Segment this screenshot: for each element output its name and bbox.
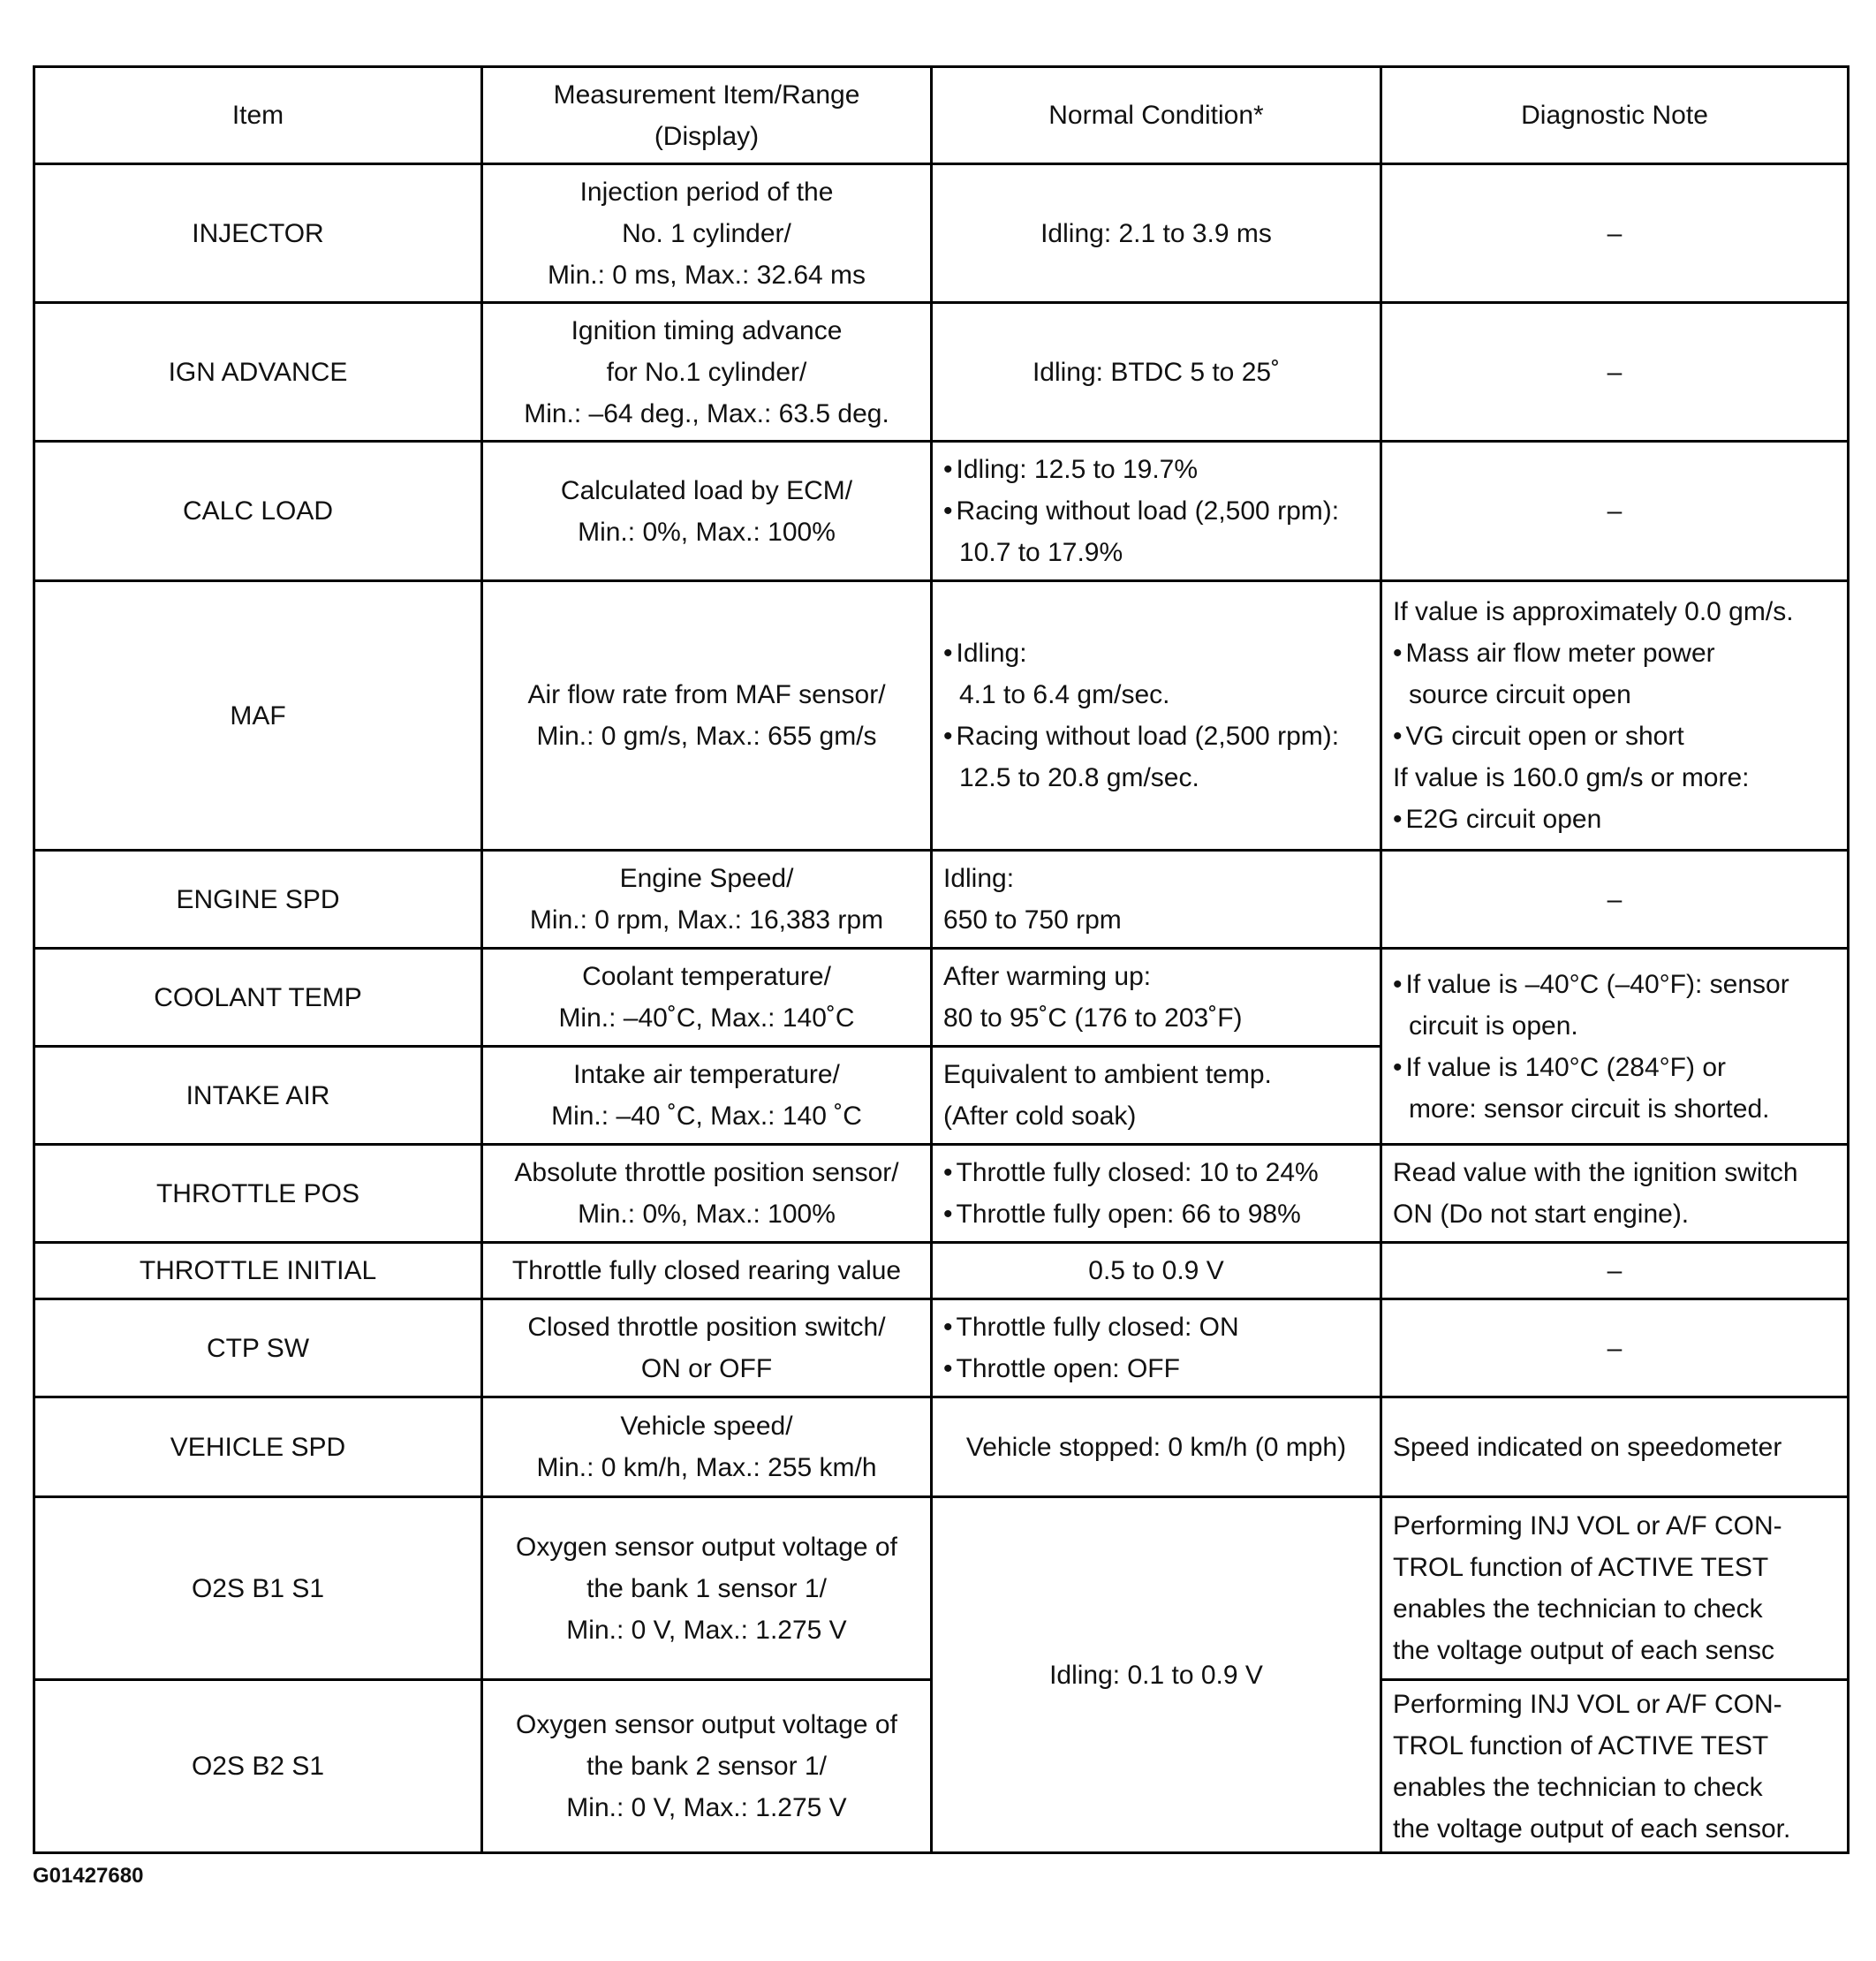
range-cell: Air flow rate from MAF sensor/ Min.: 0 gm/s, Max.: 655 gm/s: [482, 581, 932, 851]
item-cell: IGN ADVANCE: [34, 303, 482, 442]
range-cell: Closed throttle position switch/ ON or OFF: [482, 1299, 932, 1397]
header-diagnostic-note: Diagnostic Note: [1381, 67, 1849, 164]
note-cell: –: [1381, 851, 1849, 949]
table-row: [34, 1299, 1849, 1397]
normal-cell: • Idling: 12.5 to 19.7% • Racing without load (2,500 rpm): 10.7 to 17.9%: [932, 442, 1381, 581]
table-row: [34, 1145, 1849, 1243]
table-row: [34, 949, 1849, 1047]
table-header-row: [34, 67, 1849, 164]
note-cell: Performing INJ VOL or A/F CON- TROL function of ACTIVE TEST enables the technician to check the voltage output of each sensor.: [1381, 1680, 1849, 1853]
range-cell: Intake air temperature/ Min.: –40 ˚C, Max.: 140 ˚C: [482, 1047, 932, 1145]
note-cell: –: [1381, 303, 1849, 442]
note-cell: –: [1381, 164, 1849, 303]
item-cell: O2S B2 S1: [34, 1680, 482, 1853]
range-cell: Engine Speed/ Min.: 0 rpm, Max.: 16,383 rpm: [482, 851, 932, 949]
normal-cell: After warming up: 80 to 95˚C (176 to 203˚F): [932, 949, 1381, 1047]
item-cell: O2S B1 S1: [34, 1497, 482, 1680]
normal-cell: Idling: 650 to 750 rpm: [932, 851, 1381, 949]
table-row: [34, 581, 1849, 851]
item-cell: THROTTLE POS: [34, 1145, 482, 1243]
note-cell: If value is approximately 0.0 gm/s. • Mass air flow meter power source circuit open • VG circuit open or short If value is 160.0 gm/s or more: • E2G circuit open: [1381, 581, 1849, 851]
table-row: [34, 1243, 1849, 1299]
item-cell: THROTTLE INITIAL: [34, 1243, 482, 1299]
item-cell: MAF: [34, 581, 482, 851]
range-cell: Ignition timing advance for No.1 cylinder/ Min.: –64 deg., Max.: 63.5 deg.: [482, 303, 932, 442]
normal-cell: Vehicle stopped: 0 km/h (0 mph): [932, 1397, 1381, 1497]
item-cell: COOLANT TEMP: [34, 949, 482, 1047]
normal-cell: Equivalent to ambient temp. (After cold soak): [932, 1047, 1381, 1145]
item-cell: INJECTOR: [34, 164, 482, 303]
item-cell: VEHICLE SPD: [34, 1397, 482, 1497]
item-cell: CALC LOAD: [34, 442, 482, 581]
table-row: [34, 1397, 1849, 1497]
normal-cell: • Idling: 4.1 to 6.4 gm/sec. • Racing without load (2,500 rpm): 12.5 to 20.8 gm/sec.: [932, 581, 1381, 851]
item-cell: ENGINE SPD: [34, 851, 482, 949]
note-cell: –: [1381, 1243, 1849, 1299]
note-cell: Read value with the ignition switch ON (Do not start engine).: [1381, 1145, 1849, 1243]
note-cell: Speed indicated on speedometer: [1381, 1397, 1849, 1497]
data-list-table: [33, 65, 1850, 1854]
normal-cell: Idling: 2.1 to 3.9 ms: [932, 164, 1381, 303]
header-item: Item: [34, 67, 482, 164]
table-row: [34, 164, 1849, 303]
range-cell: Throttle fully closed rearing value: [482, 1243, 932, 1299]
note-cell: Performing INJ VOL or A/F CON- TROL function of ACTIVE TEST enables the technician to check the voltage output of each sensc: [1381, 1497, 1849, 1680]
note-cell: –: [1381, 1299, 1849, 1397]
table-row: [34, 851, 1849, 949]
normal-cell: Idling: BTDC 5 to 25˚: [932, 303, 1381, 442]
note-cell-temperature: • If value is –40°C (–40°F): sensor circuit is open. • If value is 140°C (284°F) or more: sensor circuit is shorted.: [1381, 949, 1849, 1145]
header-measurement-range: Measurement Item/Range (Display): [482, 67, 932, 164]
item-cell: INTAKE AIR: [34, 1047, 482, 1145]
range-cell: Vehicle speed/ Min.: 0 km/h, Max.: 255 km/h: [482, 1397, 932, 1497]
table-row: [34, 1497, 1849, 1680]
normal-cell: 0.5 to 0.9 V: [932, 1243, 1381, 1299]
header-normal-condition: Normal Condition*: [932, 67, 1381, 164]
note-cell: –: [1381, 442, 1849, 581]
range-cell: Injection period of the No. 1 cylinder/ Min.: 0 ms, Max.: 32.64 ms: [482, 164, 932, 303]
range-cell: Coolant temperature/ Min.: –40˚C, Max.: 140˚C: [482, 949, 932, 1047]
range-cell: Oxygen sensor output voltage of the bank 2 sensor 1/ Min.: 0 V, Max.: 1.275 V: [482, 1680, 932, 1853]
normal-cell: • Throttle fully closed: ON • Throttle open: OFF: [932, 1299, 1381, 1397]
range-cell: Calculated load by ECM/ Min.: 0%, Max.: 100%: [482, 442, 932, 581]
table-row: [34, 442, 1849, 581]
normal-cell-o2s: Idling: 0.1 to 0.9 V: [932, 1497, 1381, 1853]
table-row: [34, 303, 1849, 442]
range-cell: Oxygen sensor output voltage of the bank 1 sensor 1/ Min.: 0 V, Max.: 1.275 V: [482, 1497, 932, 1680]
item-cell: CTP SW: [34, 1299, 482, 1397]
normal-cell: • Throttle fully closed: 10 to 24% • Throttle fully open: 66 to 98%: [932, 1145, 1381, 1243]
range-cell: Absolute throttle position sensor/ Min.: 0%, Max.: 100%: [482, 1145, 932, 1243]
figure-id-label: G01427680: [33, 1864, 144, 1888]
